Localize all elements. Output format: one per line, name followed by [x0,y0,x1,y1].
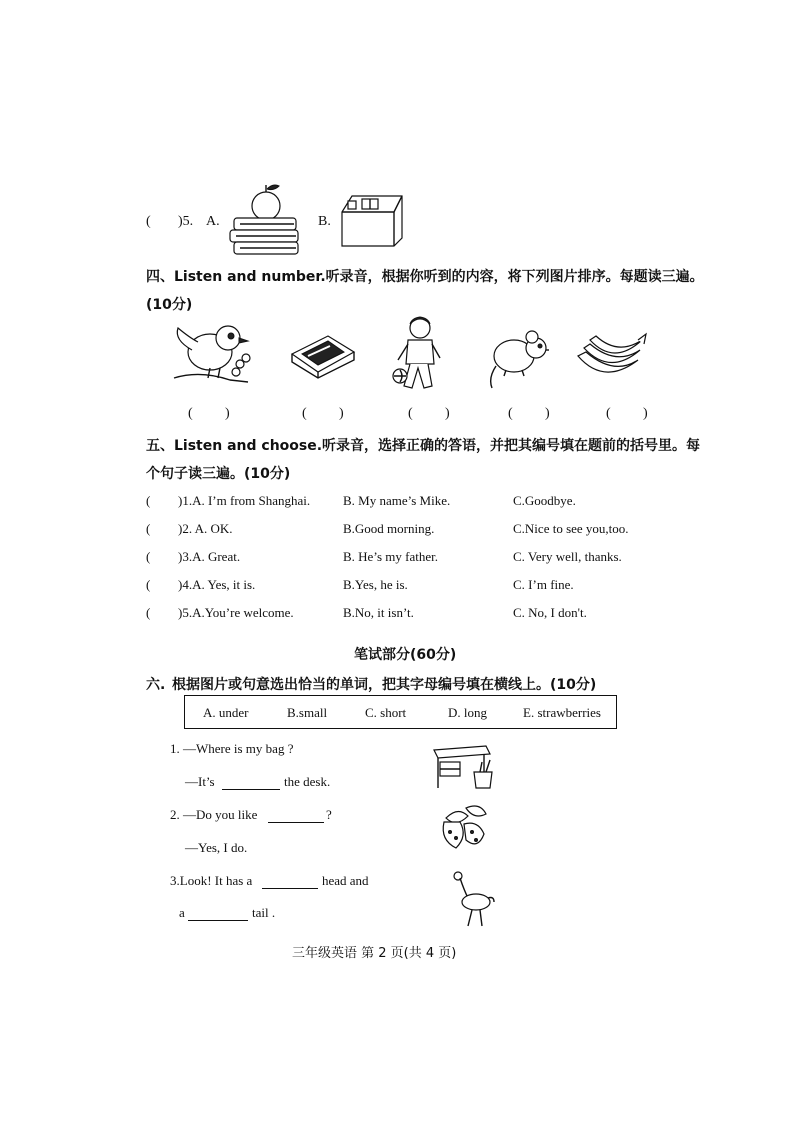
section-4-answer-3-close: ) [445,406,450,421]
option-c: C.Goodbye. [513,493,576,508]
word-option-b: B.small [287,705,328,720]
option-b: B. He’s my father. [343,549,438,564]
section-6-number: 六. [146,677,166,693]
answer-paren[interactable]: ( [146,605,151,620]
answer-paren[interactable]: ( [146,549,151,564]
section-4-title: 四、Listen and number.听录音，根据你听到的内容，将下列图片排序。每题读三遍。 [146,269,704,285]
q3-blank-2[interactable] [188,919,248,921]
q5-number: )5. [178,214,194,229]
section-5-title-cont: 个句子读三遍。(10分) [146,466,291,482]
q1-question: 1. —Where is my bag ? [170,741,294,756]
option-c: C.Nice to see you,too. [513,521,629,536]
option-a: )2. A. OK. [178,521,233,536]
section-4-answer-2-open[interactable]: ( [302,406,307,421]
option-a: )1.A. I’m from Shanghai. [178,493,311,508]
q3-line-2-start: a [179,905,185,920]
q3-line-1-start: 3.Look! It has a [170,873,253,888]
section-5-title: 五、Listen and choose.听录音，选择正确的答语，并把其编号填在题前的括号里。每 [146,438,701,454]
q1-answer-end: the desk. [284,774,331,789]
section-4-answer-5-open[interactable]: ( [606,406,611,421]
q2-question-start: 2. —Do you like [170,807,258,822]
answer-paren[interactable]: ( [146,577,151,592]
option-c: C. No, I don't. [513,605,587,620]
q5-option-b: B. [318,214,331,229]
section-4-answer-5-close: ) [643,406,648,421]
strawberries-icon [438,800,494,852]
section-4-score: (10分) [146,297,193,313]
word-option-c: C. short [365,705,407,720]
ostrich-icon [448,870,496,928]
section-6-title: 根据图片或句意选出恰当的单词，把其字母编号填在横线上。(10分) [172,677,597,693]
answer-paren[interactable]: ( [146,493,151,508]
page-footer: 三年级英语 第 2 页(共 4 页) [292,946,457,961]
section-4-answer-2-close: ) [339,406,344,421]
q5-option-a: A. [206,214,220,229]
option-a: )4.A. Yes, it is. [178,577,256,592]
mouse-icon [486,324,550,390]
option-b: B.Yes, he is. [343,577,408,592]
answer-paren[interactable]: ( [146,521,151,536]
option-a: )3.A. Great. [178,549,241,564]
q1-blank[interactable] [222,788,280,790]
option-c: C. Very well, thanks. [513,549,622,564]
bananas-icon [574,330,648,388]
word-option-d: D. long [448,705,487,720]
section-4-answer-3-open[interactable]: ( [408,406,413,421]
apple-books-icon [228,180,304,258]
option-a: )5.A.You’re welcome. [178,605,294,620]
written-part-header: 笔试部分(60分) [354,647,457,663]
q5-paren-open[interactable]: ( [146,214,151,229]
option-c: C. I’m fine. [513,577,574,592]
section-4-answer-4-close: ) [545,406,550,421]
q3-line-1-end: head and [322,873,369,888]
desk-box-icon [338,192,408,254]
word-option-e: E. strawberries [523,705,601,720]
section-4-answer-1-close: ) [225,406,230,421]
q2-question-end: ? [326,807,332,822]
q3-line-2-end: tail . [252,905,276,920]
pencil-box-icon [288,332,358,380]
q2-answer: —Yes, I do. [185,840,248,855]
section-4-answer-4-open[interactable]: ( [508,406,513,421]
q3-blank-1[interactable] [262,887,318,889]
q1-answer-start: —It’s [185,774,215,789]
desk-icon [430,742,494,792]
bird-icon [170,320,254,390]
section-4-answer-1-open[interactable]: ( [188,406,193,421]
girl-with-ball-icon [390,314,448,396]
option-b: B. My name’s Mike. [343,493,451,508]
q2-blank[interactable] [268,821,324,823]
option-b: B.Good morning. [343,521,435,536]
option-b: B.No, it isn’t. [343,605,414,620]
word-option-a: A. under [203,705,249,720]
